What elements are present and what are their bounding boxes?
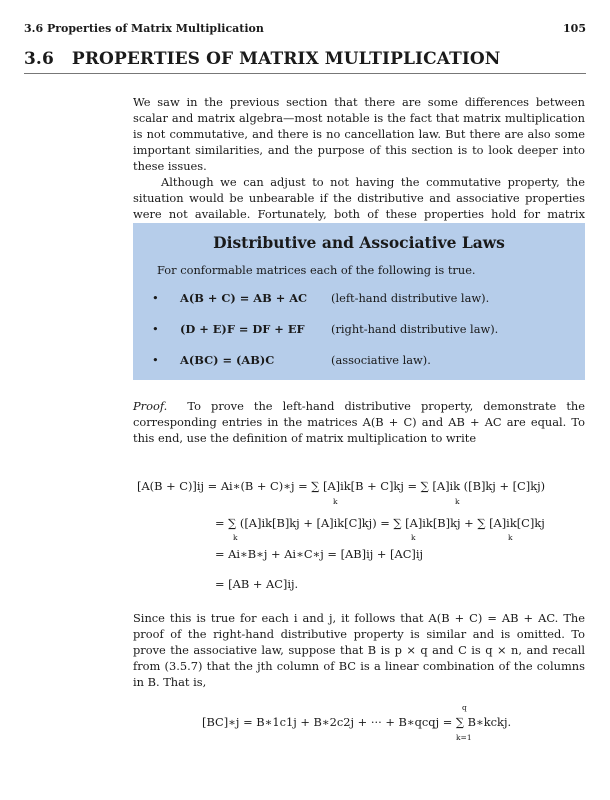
running-head-section: 3.6 Properties of Matrix Multiplication — [24, 22, 264, 35]
law-formula: A(B + C) = AB + AC — [180, 291, 308, 305]
proof-text: To prove the left-hand distributive property, demonstrate the corresponding entries in the matrices A(B + C) and AB + AC are equal. To this end, use the definition of matrix multiplication to write — [133, 399, 585, 445]
equation-line-3: = Ai∗B∗j + Ai∗C∗j = [AB]ij + [AC]ij — [215, 547, 424, 561]
law-formula: A(BC) = (AB)C — [180, 353, 275, 367]
final-equation: [BC]∗j = B∗1c1j + B∗2c2j + ··· + B∗qcqj = ∑ B∗kckj. — [202, 715, 512, 729]
law-description: (associative law). — [331, 353, 431, 367]
intro-paragraph-1: We saw in the previous section that there are some differences between scalar and matrix algebra—most notable is the fact that matrix multiplication is not commutative, and there is no cancellation law. But there are also some important similarities, and the purpose of this section is to look deeper into these issues. — [133, 95, 585, 173]
law-item — [152, 291, 572, 307]
equation-line-1: [A(B + C)]ij = Ai∗(B + C)∗j = ∑ [A]ik[B + C]kj = ∑ [A]ik ([B]kj + [C]kj) — [137, 479, 546, 493]
sum-index: k — [233, 533, 238, 542]
proof-paragraph — [133, 398, 585, 446]
sum-index: k — [455, 497, 460, 506]
bullet: • — [152, 353, 159, 367]
since-paragraph: Since this is true for each i and j, it follows that A(B + C) = AB + AC. The proof of the right-hand distributive property is similar and is omitted. To prove the associative law, suppose that B is p × q and C is q × n, and recall from (3.5.7) that the jth column of BC is a linear combination of the columns in B. That is, — [133, 611, 585, 689]
theorem-lead: For conformable matrices each of the following is true. — [157, 263, 476, 277]
law-description: (right-hand distributive law). — [331, 322, 499, 336]
sum-index: k — [411, 533, 416, 542]
title-rule — [24, 73, 586, 74]
bullet: • — [152, 322, 159, 336]
sum-index: k — [333, 497, 338, 506]
law-description: (left-hand distributive law). — [331, 291, 490, 305]
sum-lower-limit: k=1 — [456, 733, 472, 742]
equation-line-2: = ∑ ([A]ik[B]kj + [A]ik[C]kj) = ∑ [A]ik[B]kj + ∑ [A]ik[C]kj — [215, 516, 545, 530]
page-number: 105 — [563, 22, 586, 35]
equation-line-4: = [AB + AC]ij. — [215, 577, 299, 591]
law-formula: (D + E)F = DF + EF — [180, 322, 305, 336]
bullet: • — [152, 291, 159, 305]
intro-paragraph-2: Although we can adjust to not having the commutative property, the situation would be unbearable if the distributive and associative properties were not available. Fortunately, both of these properties hold for matrix — [133, 175, 585, 221]
law-item — [152, 353, 572, 369]
proof-label: Proof. — [133, 399, 168, 413]
sum-index: k — [508, 533, 513, 542]
theorem-box — [133, 223, 585, 380]
intro-text — [133, 94, 585, 238]
sum-upper-limit: q — [462, 703, 467, 712]
section-title: 3.6 PROPERTIES OF MATRIX MULTIPLICATION — [24, 49, 501, 69]
running-head — [24, 22, 586, 35]
law-item — [152, 322, 572, 338]
theorem-title: Distributive and Associative Laws — [213, 233, 505, 252]
